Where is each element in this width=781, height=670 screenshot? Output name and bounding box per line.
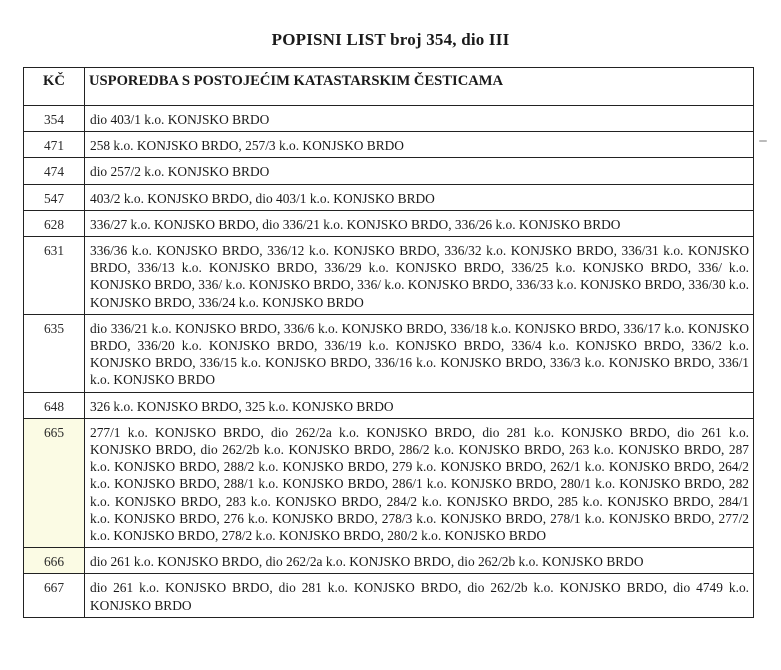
parcel-comparison: dio 336/21 k.o. KONJSKO BRDO, 336/6 k.o. KONJSKO BRDO, 336/18 k.o. KONJSKO BRDO, 336/17 k.o. KONJSKO BRDO, 336/20 k.o. KONJSKO BRDO, 336/19 k.o. KONJSKO BRDO, 336/4 k.o. KONJSKO BRDO, 336/2 k.o. KONJSKO BRDO, 336/15 k.o. KONJSKO BRDO, 336/16 k.o. KONJSKO BRDO, 336/3 k.o. KONJSKO BRDO, 336/1 k.o. KONJSKO BRDO <box>85 314 754 392</box>
parcel-comparison: 277/1 k.o. KONJSKO BRDO, dio 262/2a k.o. KONJSKO BRDO, dio 281 k.o. KONJSKO BRDO, dio 261 k.o. KONJSKO BRDO, dio 262/2b k.o. KONJSKO BRDO, 286/2 k.o. KONJSKO BRDO, 263 k.o. KONJSKO BRDO, 287 k.o. KONJSKO BRDO, 288/2 k.o. KONJSKO BRDO, 279 k.o. KONJSKO BRDO, 262/1 k.o. KONJSKO BRDO, 264/2 k.o. KONJSKO BRDO, 288/1 k.o. KONJSKO BRDO, 286/1 k.o. KONJSKO BRDO, 280/1 k.o. KONJSKO BRDO, 282 k.o. KONJSKO BRDO, 283 k.o. KONJSKO BRDO, 284/2 k.o. KONJSKO BRDO, 285 k.o. KONJSKO BRDO, 284/1 k.o. KONJSKO BRDO, 276 k.o. KONJSKO BRDO, 278/3 k.o. KONJSKO BRDO, 278/1 k.o. KONJSKO BRDO, 277/2 k.o. KONJSKO BRDO, 278/2 k.o. KONJSKO BRDO, 280/2 k.o. KONJSKO BRDO <box>85 418 754 547</box>
parcel-comparison-table <box>23 67 754 618</box>
table-row <box>24 210 754 236</box>
table-row <box>24 237 754 315</box>
parcel-comparison: dio 261 k.o. KONJSKO BRDO, dio 262/2a k.o. KONJSKO BRDO, dio 262/2b k.o. KONJSKO BRDO <box>85 548 754 574</box>
table-row <box>24 392 754 418</box>
parcel-number: 474 <box>24 158 85 184</box>
table-row <box>24 418 754 547</box>
document-title: POPISNI LIST broj 354, dio III <box>271 30 510 49</box>
table-row <box>24 106 754 132</box>
parcel-comparison: 336/36 k.o. KONJSKO BRDO, 336/12 k.o. KONJSKO BRDO, 336/32 k.o. KONJSKO BRDO, 336/31 k.o. KONJSKO BRDO, 336/13 k.o. KONJSKO BRDO, 336/29 k.o. KONJSKO BRDO, 336/25 k.o. KONJSKO BRDO, 336/ k.o. KONJSKO BRDO, 336/ k.o. KONJSKO BRDO, 336/ k.o. KONJSKO BRDO, 336/33 k.o. KONJSKO BRDO, 336/30 k.o. KONJSKO BRDO, 336/24 k.o. KONJSKO BRDO <box>85 237 754 315</box>
parcel-number: 547 <box>24 184 85 210</box>
parcel-number: 667 <box>24 574 85 617</box>
column-header-kc: KČ <box>24 68 85 106</box>
table-row <box>24 184 754 210</box>
parcel-comparison: 403/2 k.o. KONJSKO BRDO, dio 403/1 k.o. KONJSKO BRDO <box>85 184 754 210</box>
column-header-comparison: USPOREDBA S POSTOJEĆIM KATASTARSKIM ČESTICAMA <box>85 68 754 106</box>
parcel-comparison: dio 257/2 k.o. KONJSKO BRDO <box>85 158 754 184</box>
parcel-comparison: dio 403/1 k.o. KONJSKO BRDO <box>85 106 754 132</box>
table-row <box>24 574 754 617</box>
parcel-number: 628 <box>24 210 85 236</box>
table-header-row <box>24 68 754 106</box>
parcel-number: 354 <box>24 106 85 132</box>
parcel-number: 471 <box>24 132 85 158</box>
table-row <box>24 548 754 574</box>
parcel-comparison: 326 k.o. KONJSKO BRDO, 325 k.o. KONJSKO BRDO <box>85 392 754 418</box>
table-row <box>24 314 754 392</box>
parcel-number-highlighted: 665 <box>24 418 85 547</box>
scan-speck <box>759 140 767 142</box>
parcel-comparison: 336/27 k.o. KONJSKO BRDO, dio 336/21 k.o. KONJSKO BRDO, 336/26 k.o. KONJSKO BRDO <box>85 210 754 236</box>
parcel-number-highlighted: 666 <box>24 548 85 574</box>
parcel-number: 648 <box>24 392 85 418</box>
table-row <box>24 158 754 184</box>
parcel-comparison: 258 k.o. KONJSKO BRDO, 257/3 k.o. KONJSKO BRDO <box>85 132 754 158</box>
parcel-number: 631 <box>24 237 85 315</box>
parcel-number: 635 <box>24 314 85 392</box>
parcel-comparison: dio 261 k.o. KONJSKO BRDO, dio 281 k.o. KONJSKO BRDO, dio 262/2b k.o. KONJSKO BRDO, dio 4749 k.o. KONJSKO BRDO <box>85 574 754 617</box>
table-row <box>24 132 754 158</box>
